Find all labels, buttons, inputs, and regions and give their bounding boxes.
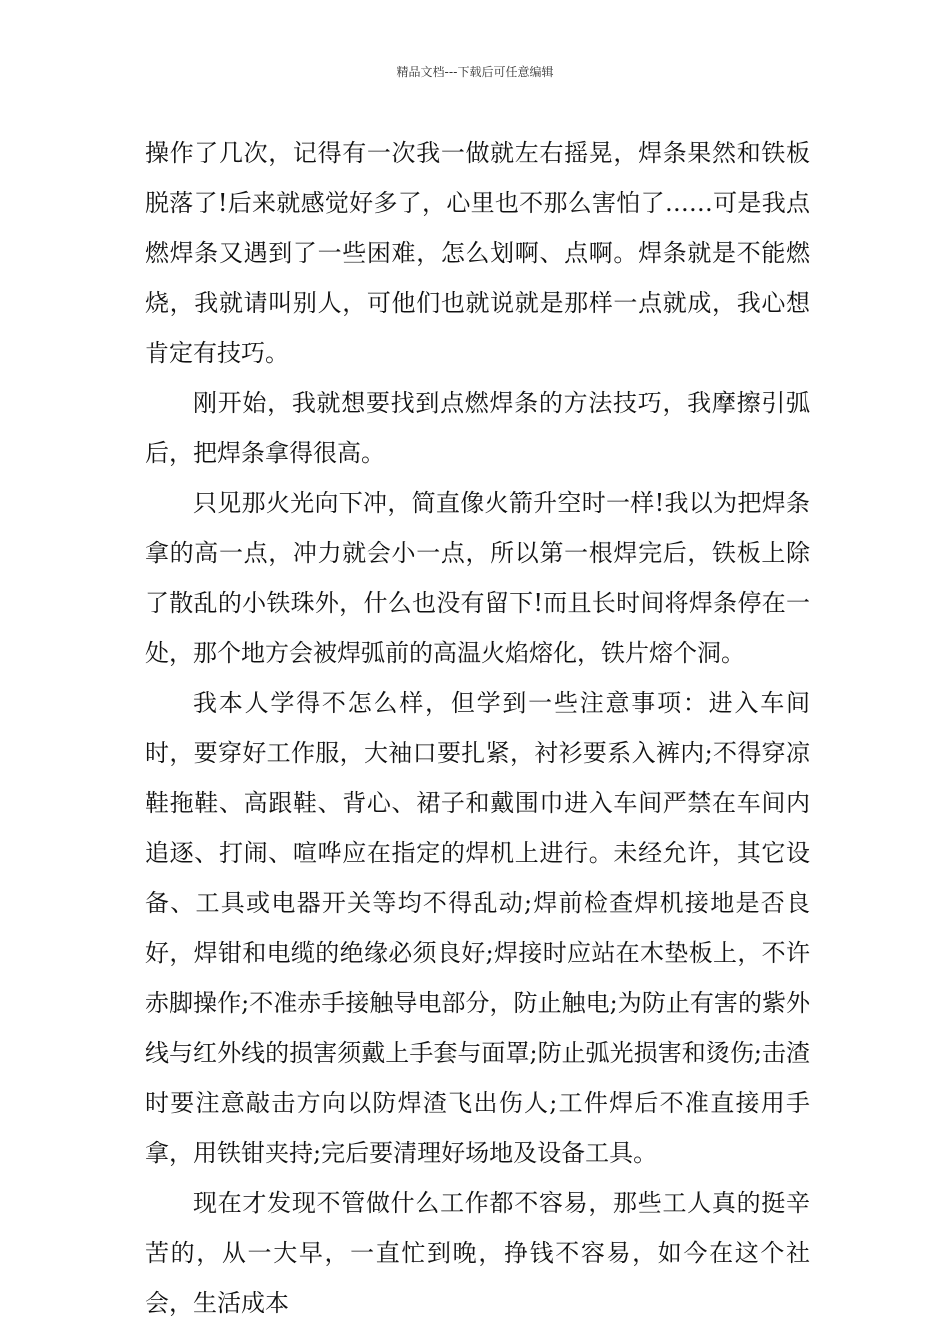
- paragraph-2: 刚开始，我就想要找到点燃焊条的方法技巧，我摩擦引弧后，把焊条拿得很高。: [145, 389, 810, 467]
- page-header: 精品文档---下载后可任意编辑: [396, 65, 554, 79]
- paragraph-5: 现在才发现不管做什么工作都不容易，那些工人真的挺辛苦的，从一大早，一直忙到晚，挣钱不容易，如今在这个社会，生活成本: [145, 1189, 810, 1317]
- paragraph-4: 我本人学得不怎么样，但学到一些注意事项：进入车间时，要穿好工作服，大袖口要扎紧，衬衫要系入裤内;不得穿凉鞋拖鞋、高跟鞋、背心、裙子和戴围巾进入车间严禁在车间内追逐、打闹、喧哗应在指定的焊机上进行。未经允许，其它设备、工具或电器开关等均不得乱动;焊前检查焊机接地是否良好，焊钳和电缆的绝缘必须良好;焊接时应站在木垫板上，不许赤脚操作;不准赤手接触导电部分，防止触电;为防止有害的紫外线与红外线的损害须戴上手套与面罩;防止弧光损害和烫伤;击渣时要注意敲击方向以防焊渣飞出伤人;工件焊后不准直接用手拿，用铁钳夹持;完后要清理好场地及设备工具。: [145, 689, 810, 1167]
- paragraph-1: 操作了几次，记得有一次我一做就左右摇晃，焊条果然和铁板脱落了!后来就感觉好多了，心里也不那么害怕了……可是我点燃焊条又遇到了一些困难，怎么划啊、点啊。焊条就是不能燃烧，我就请叫别人，可他们也就说就是那样一点就成，我心想肯定有技巧。: [145, 139, 810, 367]
- paragraph-3: 只见那火光向下冲，简直像火箭升空时一样!我以为把焊条拿的高一点，冲力就会小一点，所以第一根焊完后，铁板上除了散乱的小铁珠外，什么也没有留下!而且长时间将焊条停在一处，那个地方会被焊弧前的高温火焰熔化，铁片熔个洞。: [145, 489, 810, 667]
- document-body: [145, 128, 810, 1328]
